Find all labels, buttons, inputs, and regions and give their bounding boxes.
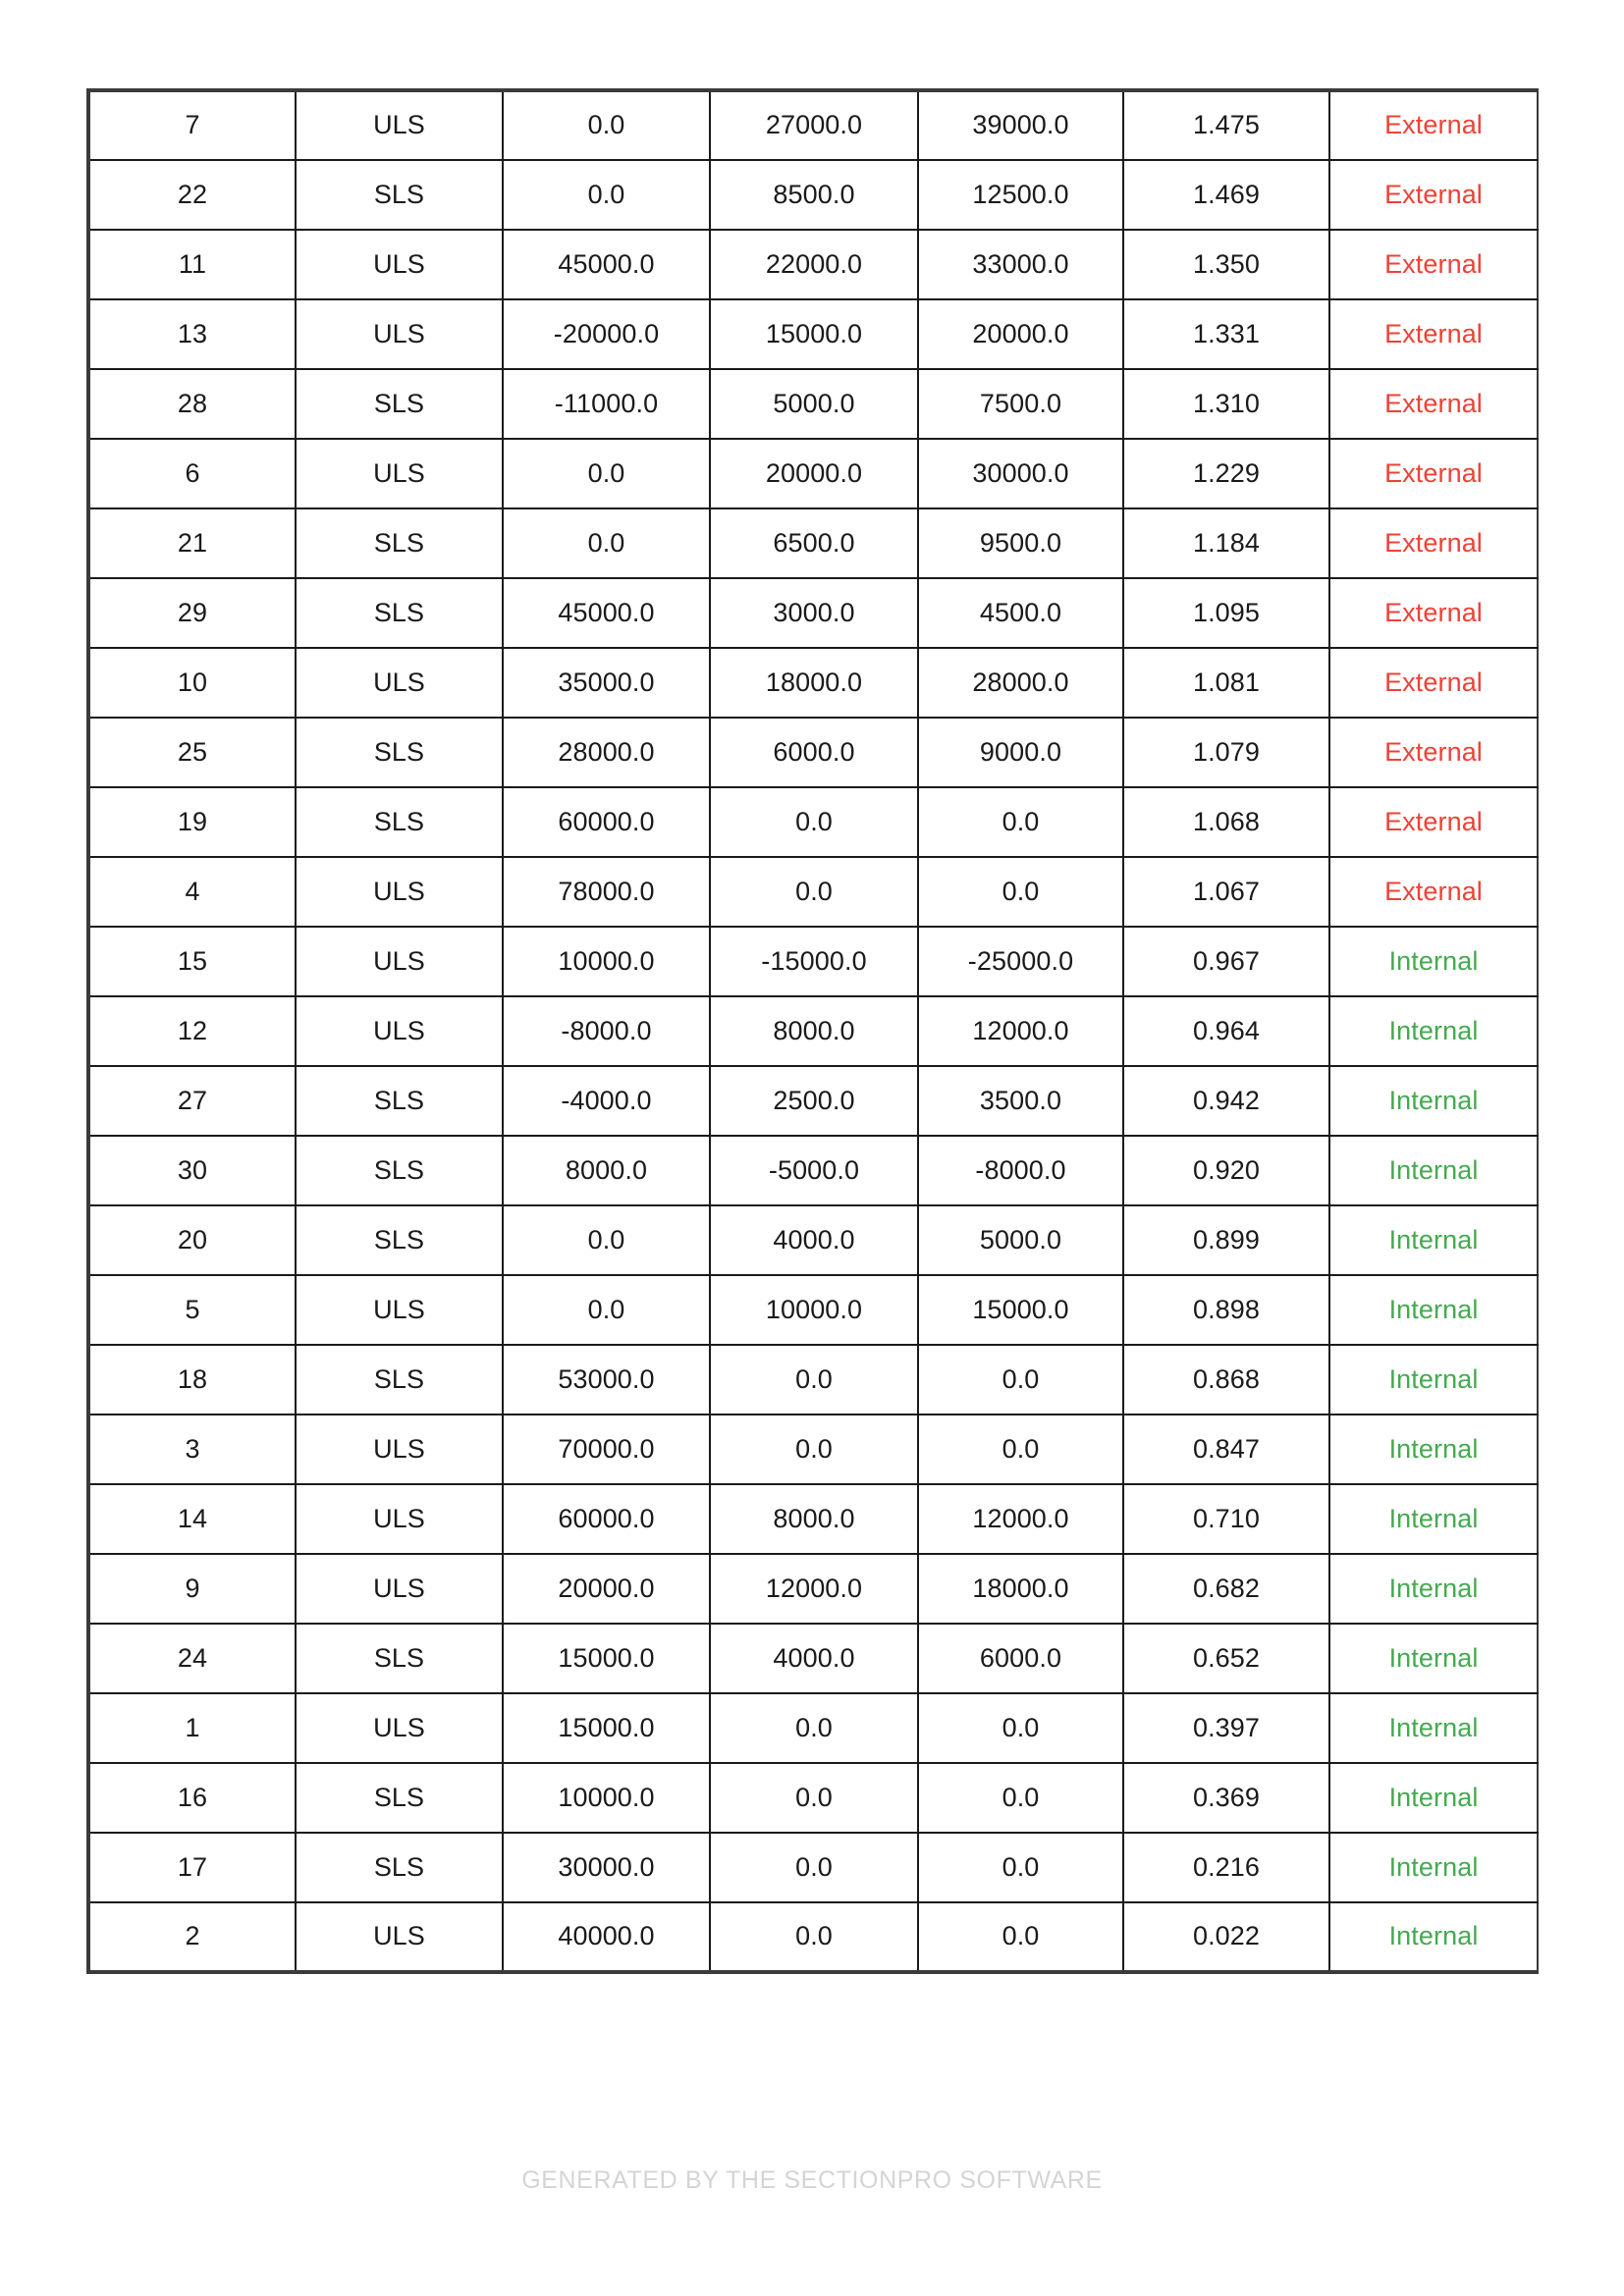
cell-moment-z: 0.0 (918, 1345, 1123, 1415)
table-row (88, 160, 1538, 230)
cell-limit-state: ULS (296, 648, 503, 718)
cell-moment-z: 3500.0 (918, 1066, 1123, 1136)
cell-moment-z: 39000.0 (918, 90, 1123, 160)
cell-load-case: 12 (88, 996, 296, 1066)
cell-moment-y: 22000.0 (710, 230, 918, 299)
cell-load-case: 15 (88, 927, 296, 996)
cell-moment-z: 0.0 (918, 1902, 1123, 1972)
cell-moment-y: 10000.0 (710, 1275, 918, 1345)
status-badge: External (1329, 299, 1538, 369)
cell-axial-force: -8000.0 (503, 996, 710, 1066)
cell-utilisation: 0.942 (1123, 1066, 1329, 1136)
cell-axial-force: 28000.0 (503, 718, 710, 787)
cell-axial-force: 53000.0 (503, 1345, 710, 1415)
cell-moment-y: 0.0 (710, 1345, 918, 1415)
table-row (88, 1345, 1538, 1415)
status-badge: External (1329, 578, 1538, 648)
status-badge: External (1329, 508, 1538, 578)
cell-utilisation: 1.068 (1123, 787, 1329, 857)
cell-load-case: 20 (88, 1205, 296, 1275)
cell-moment-z: 0.0 (918, 1415, 1123, 1484)
status-badge: Internal (1329, 1066, 1538, 1136)
cell-utilisation: 0.920 (1123, 1136, 1329, 1205)
status-badge: Internal (1388, 1921, 1479, 1951)
cell-load-case: 5 (88, 1275, 296, 1345)
status-badge: Internal (1329, 927, 1538, 996)
cell-moment-z: -8000.0 (918, 1136, 1123, 1205)
cell-moment-z: 28000.0 (918, 648, 1123, 718)
cell-utilisation: 1.475 (1123, 90, 1329, 160)
cell-utilisation: 0.899 (1123, 1205, 1329, 1275)
table-row (88, 1136, 1538, 1205)
cell-moment-y: 0.0 (710, 857, 918, 927)
status-badge: Internal (1329, 1136, 1538, 1205)
table-row (88, 996, 1538, 1066)
cell-limit-state: SLS (296, 787, 503, 857)
cell-moment-y: 27000.0 (710, 90, 918, 160)
cell-utilisation: 0.898 (1123, 1275, 1329, 1345)
table-row (88, 508, 1538, 578)
cell-load-case: 10 (88, 648, 296, 718)
cell-limit-state: ULS (296, 1484, 503, 1554)
cell-moment-y: 0.0 (710, 1415, 918, 1484)
status-badge: Internal (1329, 1833, 1538, 1902)
cell-axial-force: -11000.0 (503, 369, 710, 439)
cell-load-case: 17 (88, 1833, 296, 1902)
cell-axial-force: 10000.0 (503, 1763, 710, 1833)
cell-utilisation: 1.469 (1123, 160, 1329, 230)
cell-limit-state: ULS (296, 1693, 503, 1763)
cell-load-case: 3 (88, 1415, 296, 1484)
cell-utilisation: 0.847 (1123, 1415, 1329, 1484)
cell-limit-state: ULS (296, 1275, 503, 1345)
status-badge: Internal (1329, 1205, 1538, 1275)
cell-moment-z: 7500.0 (918, 369, 1123, 439)
cell-utilisation: 0.964 (1123, 996, 1329, 1066)
table-row (88, 1833, 1538, 1902)
cell-axial-force: 0.0 (503, 508, 710, 578)
cell-moment-y: 0.0 (710, 1833, 918, 1902)
cell-axial-force: 0.0 (503, 160, 710, 230)
cell-load-case: 21 (88, 508, 296, 578)
status-badge: Internal (1329, 996, 1538, 1066)
cell-limit-state: ULS (296, 1554, 503, 1624)
table-row (88, 857, 1538, 927)
status-badge: Internal (1329, 1693, 1538, 1763)
status-badge: External (1329, 439, 1538, 508)
status-badge: External (1329, 787, 1538, 857)
cell-moment-z: 0.0 (918, 1833, 1123, 1902)
cell-utilisation: 1.350 (1123, 230, 1329, 299)
cell-moment-z: 0.0 (918, 1763, 1123, 1833)
cell-load-case: 22 (88, 160, 296, 230)
cell-limit-state: SLS (296, 1833, 503, 1902)
cell-moment-y: 0.0 (710, 1693, 918, 1763)
table-row (88, 1902, 1538, 1972)
cell-limit-state: SLS (296, 1763, 503, 1833)
cell-axial-force: 20000.0 (503, 1554, 710, 1624)
cell-moment-y: 15000.0 (710, 299, 918, 369)
cell-moment-z: 15000.0 (918, 1275, 1123, 1345)
cell-axial-force: 10000.0 (503, 927, 710, 996)
cell-utilisation: 0.710 (1123, 1484, 1329, 1554)
cell-utilisation: 0.397 (1123, 1693, 1329, 1763)
cell-load-case: 6 (88, 439, 296, 508)
cell-utilisation: 1.331 (1123, 299, 1329, 369)
cell-limit-state: SLS (296, 1066, 503, 1136)
cell-axial-force: 35000.0 (503, 648, 710, 718)
cell-utilisation: 0.682 (1123, 1554, 1329, 1624)
cell-load-case: 1 (88, 1693, 296, 1763)
status-badge: Internal (1329, 1763, 1538, 1833)
status-badge: External (1329, 90, 1538, 160)
cell-moment-z: 9000.0 (918, 718, 1123, 787)
table-row (88, 648, 1538, 718)
status-badge: External (1329, 857, 1538, 927)
cell-load-case: 27 (88, 1066, 296, 1136)
cell-limit-state: SLS (296, 1624, 503, 1693)
cell-utilisation: 0.216 (1123, 1833, 1329, 1902)
cell-axial-force: 0.0 (503, 1275, 710, 1345)
status-badge: External (1329, 648, 1538, 718)
cell-utilisation: 1.184 (1123, 508, 1329, 578)
cell-load-case: 7 (88, 90, 296, 160)
cell-moment-y: 20000.0 (710, 439, 918, 508)
cell-load-case: 30 (88, 1136, 296, 1205)
cell-limit-state: SLS (296, 578, 503, 648)
cell-limit-state: ULS (296, 439, 503, 508)
cell-load-case: 29 (88, 578, 296, 648)
status-badge: Internal (1329, 1484, 1538, 1554)
cell-axial-force: 40000.0 (503, 1902, 710, 1972)
cell-axial-force: 45000.0 (503, 230, 710, 299)
cell-moment-z: 20000.0 (918, 299, 1123, 369)
cell-moment-z: 0.0 (918, 857, 1123, 927)
cell-axial-force: 0.0 (503, 90, 710, 160)
cell-limit-state: ULS (296, 857, 503, 927)
load-combination-utilisation-results-table (86, 88, 1539, 1974)
table-row (88, 718, 1538, 787)
cell-moment-y: 3000.0 (710, 578, 918, 648)
cell-utilisation: 0.868 (1123, 1345, 1329, 1415)
cell-limit-state: SLS (296, 1205, 503, 1275)
cell-axial-force: 30000.0 (503, 1833, 710, 1902)
cell-axial-force: 0.0 (503, 439, 710, 508)
cell-moment-z: 33000.0 (918, 230, 1123, 299)
cell-moment-y: -5000.0 (710, 1136, 918, 1205)
cell-moment-y: 4000.0 (710, 1205, 918, 1275)
cell-axial-force: -20000.0 (503, 299, 710, 369)
cell-limit-state: ULS (296, 1415, 503, 1484)
cell-moment-y: 8000.0 (710, 1484, 918, 1554)
cell-limit-state: SLS (296, 508, 503, 578)
results-table-body (88, 90, 1538, 1972)
table-row (88, 299, 1538, 369)
cell-limit-state: SLS (296, 1345, 503, 1415)
table-row (88, 927, 1538, 996)
table-row (88, 787, 1538, 857)
status-badge: Internal (1329, 1275, 1538, 1345)
cell-moment-z: 0.0 (918, 787, 1123, 857)
table-row (88, 230, 1538, 299)
cell-axial-force: 60000.0 (503, 787, 710, 857)
cell-limit-state: ULS (296, 230, 503, 299)
cell-moment-z: -25000.0 (918, 927, 1123, 996)
cell-limit-state: ULS (296, 927, 503, 996)
cell-moment-z: 4500.0 (918, 578, 1123, 648)
status-badge: External (1329, 160, 1538, 230)
cell-moment-y: 0.0 (710, 1902, 918, 1972)
cell-limit-state: SLS (296, 1136, 503, 1205)
cell-utilisation: 1.229 (1123, 439, 1329, 508)
status-badge: External (1329, 718, 1538, 787)
cell-load-case: 19 (88, 787, 296, 857)
cell-utilisation: 1.310 (1123, 369, 1329, 439)
table-row (88, 1763, 1538, 1833)
cell-moment-z: 6000.0 (918, 1624, 1123, 1693)
cell-moment-y: 12000.0 (710, 1554, 918, 1624)
cell-axial-force: 8000.0 (503, 1136, 710, 1205)
cell-moment-y: 4000.0 (710, 1624, 918, 1693)
cell-limit-state: SLS (296, 718, 503, 787)
generated-by-footer: GENERATED BY THE SECTIONPRO SOFTWARE (521, 2166, 1103, 2194)
cell-utilisation: 1.079 (1123, 718, 1329, 787)
cell-utilisation: 0.652 (1123, 1624, 1329, 1693)
cell-utilisation: 0.967 (1123, 927, 1329, 996)
cell-moment-y: 8000.0 (710, 996, 918, 1066)
table-row (88, 1484, 1538, 1554)
cell-moment-y: -15000.0 (710, 927, 918, 996)
cell-moment-z: 12000.0 (918, 996, 1123, 1066)
cell-axial-force: 45000.0 (503, 578, 710, 648)
cell-load-case: 13 (88, 299, 296, 369)
status-badge: External (1329, 369, 1538, 439)
cell-moment-y: 0.0 (710, 787, 918, 857)
cell-moment-y: 2500.0 (710, 1066, 918, 1136)
cell-utilisation: 1.081 (1123, 648, 1329, 718)
cell-load-case: 9 (88, 1554, 296, 1624)
cell-moment-z: 0.0 (918, 1693, 1123, 1763)
cell-load-case: 28 (88, 369, 296, 439)
cell-axial-force: 70000.0 (503, 1415, 710, 1484)
cell-utilisation: 1.095 (1123, 578, 1329, 648)
cell-limit-state: SLS (296, 160, 503, 230)
cell-moment-y: 0.0 (710, 1763, 918, 1833)
cell-limit-state: ULS (296, 1902, 503, 1972)
table-row (88, 90, 1538, 160)
cell-limit-state: ULS (296, 90, 503, 160)
table-row (88, 1693, 1538, 1763)
cell-load-case: 25 (88, 718, 296, 787)
cell-moment-z: 12000.0 (918, 1484, 1123, 1554)
table-row (88, 1066, 1538, 1136)
status-badge: Internal (1329, 1345, 1538, 1415)
cell-moment-z: 30000.0 (918, 439, 1123, 508)
table-row (88, 439, 1538, 508)
cell-moment-y: 18000.0 (710, 648, 918, 718)
table-row (88, 1205, 1538, 1275)
cell-utilisation: 0.369 (1123, 1763, 1329, 1833)
cell-limit-state: ULS (296, 299, 503, 369)
status-badge: External (1329, 230, 1538, 299)
cell-moment-y: 6500.0 (710, 508, 918, 578)
table-row (88, 1275, 1538, 1345)
cell-axial-force: 0.0 (503, 1205, 710, 1275)
cell-load-case: 24 (88, 1624, 296, 1693)
table-row (88, 1624, 1538, 1693)
table-row (88, 578, 1538, 648)
cell-moment-z: 12500.0 (918, 160, 1123, 230)
cell-load-case: 2 (88, 1902, 296, 1972)
table-row (88, 369, 1538, 439)
cell-load-case: 18 (88, 1345, 296, 1415)
results-table-container (86, 88, 1536, 1974)
cell-load-case: 14 (88, 1484, 296, 1554)
cell-utilisation: 1.067 (1123, 857, 1329, 927)
cell-limit-state: SLS (296, 369, 503, 439)
cell-moment-z: 5000.0 (918, 1205, 1123, 1275)
cell-axial-force: 15000.0 (503, 1693, 710, 1763)
cell-moment-z: 18000.0 (918, 1554, 1123, 1624)
cell-axial-force: -4000.0 (503, 1066, 710, 1136)
cell-limit-state: ULS (296, 996, 503, 1066)
cell-axial-force: 60000.0 (503, 1484, 710, 1554)
cell-axial-force: 15000.0 (503, 1624, 710, 1693)
status-badge: Internal (1329, 1624, 1538, 1693)
cell-moment-y: 5000.0 (710, 369, 918, 439)
status-badge: Internal (1329, 1415, 1538, 1484)
table-row (88, 1554, 1538, 1624)
table-row (88, 1415, 1538, 1484)
cell-moment-z: 9500.0 (918, 508, 1123, 578)
cell-load-case: 4 (88, 857, 296, 927)
cell-moment-y: 6000.0 (710, 718, 918, 787)
cell-moment-y: 8500.0 (710, 160, 918, 230)
cell-axial-force: 78000.0 (503, 857, 710, 927)
status-badge: Internal (1329, 1554, 1538, 1624)
cell-load-case: 11 (88, 230, 296, 299)
cell-load-case: 16 (88, 1763, 296, 1833)
cell-utilisation: 0.022 (1123, 1902, 1329, 1972)
